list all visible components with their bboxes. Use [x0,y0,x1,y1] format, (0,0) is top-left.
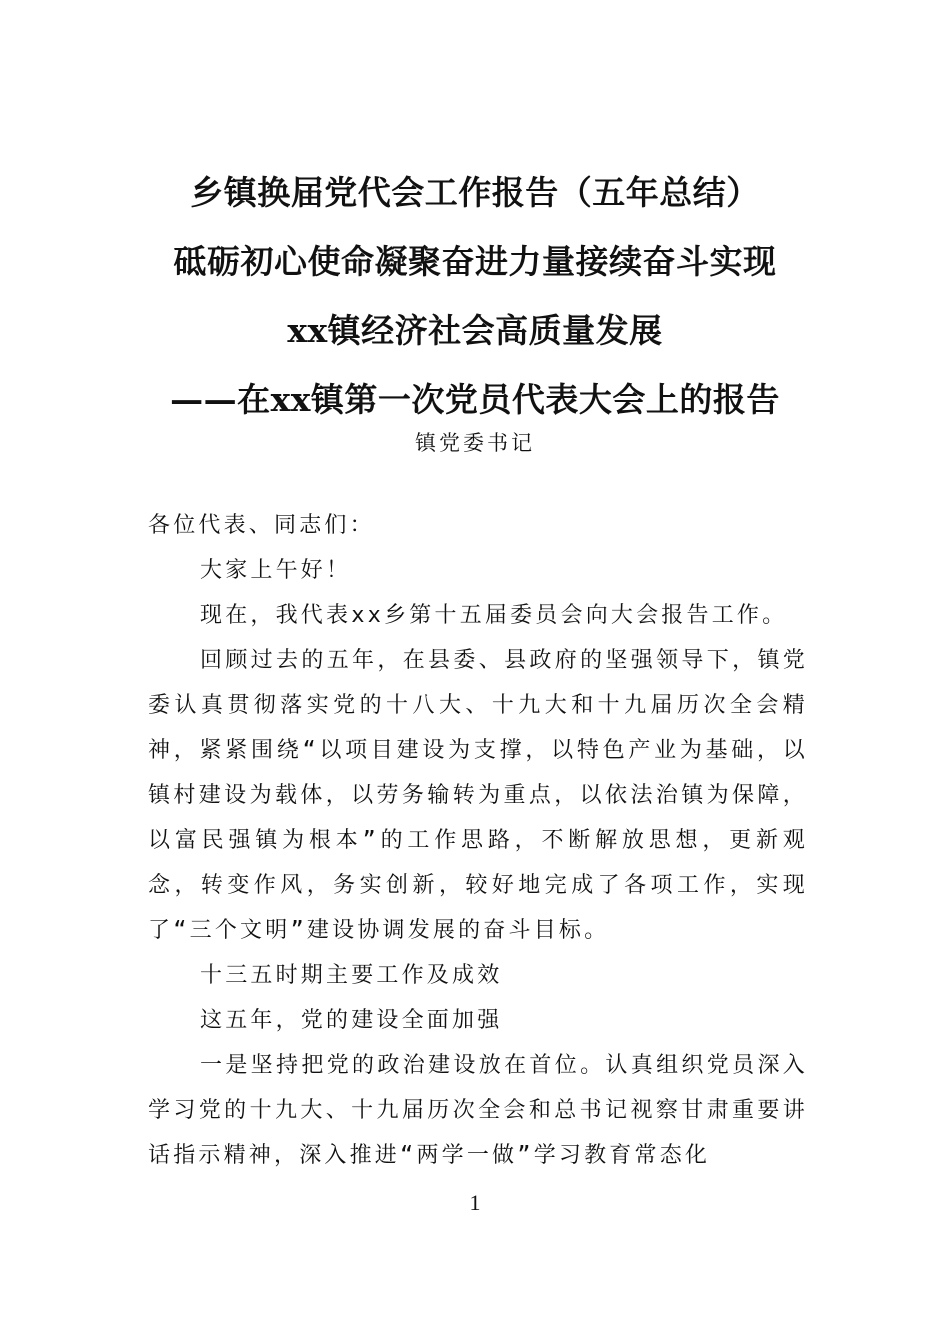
section-heading: 十三五时期主要工作及成效 [200,963,503,988]
intro-paragraph: 现在，我代表xx乡第十五届委员会向大会报告工作。 [200,603,788,628]
salutation: 各位代表、同志们： [148,513,375,538]
report-body [148,503,808,1178]
title-line-1: 乡镇换届党代会工作报告（五年总结） [190,173,760,212]
report-title [0,158,950,434]
author-line: 镇党委书记 [415,431,535,455]
greeting: 大家上午好！ [200,558,352,583]
title-line-3: xx镇经济社会高质量发展 [287,311,663,350]
title-line-4: ——在xx镇第一次党员代表大会上的报告 [170,380,780,419]
title-line-2: 砥砺初心使命凝聚奋进力量接续奋斗实现 [173,242,777,281]
page-number: 1 [469,1190,481,1215]
review-paragraph: 回顾过去的五年，在县委、县政府的坚强领导下，镇党委认真贯彻落实党的十八大、十九大和十九届历次全会精神，紧紧围绕“以项目建设为支撑，以特色产业为基础，以镇村建设为载体，以劳务输转为重点，以依法治镇为保障，以富民强镇为根本”的工作思路，不断解放思想，更新观念，转变作风，务实创新，较好地完成了各项工作，实现了“三个文明”建设协调发展的奋斗目标。 [148,648,808,943]
subsection-heading: 这五年，党的建设全面加强 [200,1008,503,1033]
point-one-paragraph: 一是坚持把党的政治建设放在首位。认真组织党员深入学习党的十九大、十九届历次全会和总书记视察甘肃重要讲话指示精神，深入推进“两学一做”学习教育常态化 [148,1053,808,1168]
